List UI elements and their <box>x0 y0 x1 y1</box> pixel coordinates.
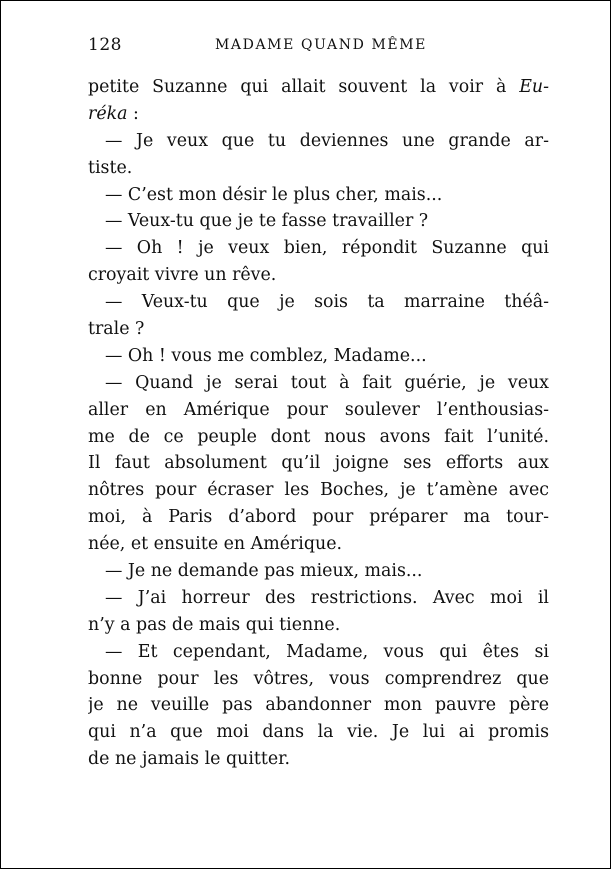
text-line: — Je veux que tu deviennes une grande ar- <box>105 130 549 151</box>
text-line: — Et cependant, Madame, vous qui êtes si <box>105 641 549 662</box>
text-line: n’y a pas de mais qui tienne. <box>88 614 341 635</box>
text-line: — J’ai horreur des restrictions. Avec moi il <box>105 587 549 608</box>
text-line: — C’est mon désir le plus cher, mais... <box>105 184 443 205</box>
text-line: bonne pour les vôtres, vous comprendrez que <box>88 668 549 689</box>
body-text <box>88 74 549 773</box>
text-line: de ne jamais le quitter. <box>88 749 291 770</box>
text-line: aller en Amérique pour soulever l’enthousias- <box>88 399 549 420</box>
text-line: — Oh ! vous me comblez, Madame... <box>105 345 427 366</box>
text-line: — Veux-tu que je sois ta marraine théâ- <box>105 292 549 313</box>
text-line: nôtres pour écraser les Boches, je t’amène avec <box>88 480 549 501</box>
text-line: — Veux-tu que je te fasse travailler ? <box>105 211 429 232</box>
text-line: — Je ne demande pas mieux, mais... <box>105 561 423 582</box>
running-title: MADAME QUAND MÊME <box>215 37 427 53</box>
text-line: moi, à Paris d’abord pour préparer ma tour- <box>88 507 549 528</box>
text-line: Il faut absolument qu’il joigne ses efforts aux <box>88 453 549 474</box>
text-line: me de ce peuple dont nous avons fait l’unité. <box>88 426 549 447</box>
text-line: croyait vivre un rêve. <box>88 265 277 286</box>
text-line: qui n’a que moi dans la vie. Je lui ai promis <box>88 722 549 743</box>
page-header <box>88 35 548 59</box>
text-line: je ne veuille pas abandonner mon pauvre père <box>88 695 549 716</box>
text-line: réka : <box>88 103 139 124</box>
text-line: née, et ensuite en Amérique. <box>88 534 343 555</box>
text-line: tiste. <box>88 157 133 178</box>
text-line: trale ? <box>88 319 145 340</box>
text-line: — Quand je serai tout à fait guérie, je veux <box>105 372 549 393</box>
text-line: — Oh ! je veux bien, répondit Suzanne qui <box>105 238 549 259</box>
page-number: 128 <box>88 35 122 55</box>
text-line: petite Suzanne qui allait souvent la voir à Eu- <box>88 77 549 97</box>
